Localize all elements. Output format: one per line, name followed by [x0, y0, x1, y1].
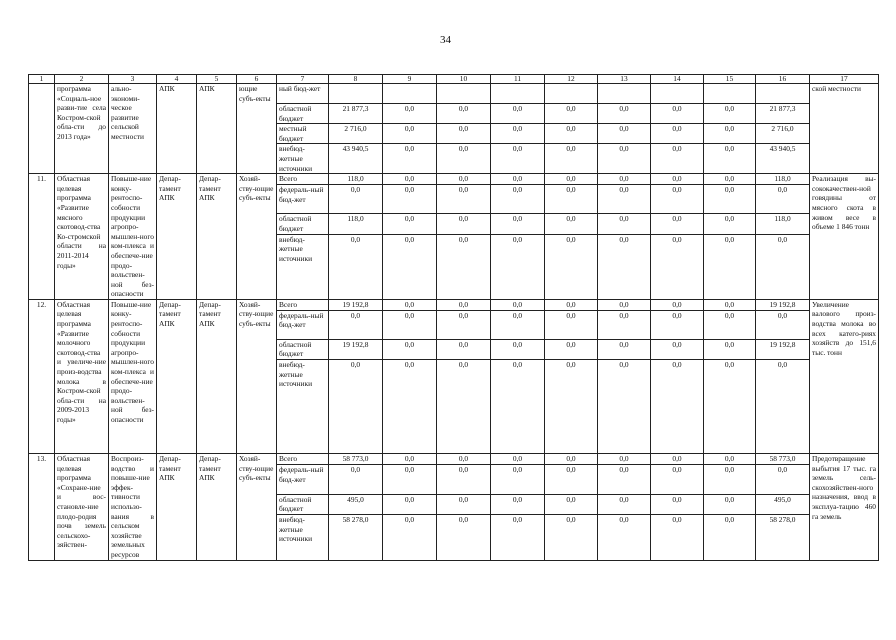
program-name: программа «Социаль-ное разви-тие села Костром-ской обла-сти до 2013 года» — [55, 84, 109, 174]
funding-value: 118,0 — [329, 214, 383, 234]
funding-value: 0,0 — [437, 494, 491, 514]
funding-value: 0,0 — [437, 124, 491, 144]
executors: Хозяй-ству-ющие субъ-екты — [237, 299, 277, 453]
funding-source: местный бюджет — [277, 124, 329, 144]
funding-value: 0,0 — [598, 124, 651, 144]
funding-value: 0,0 — [437, 185, 491, 214]
funding-value: 0,0 — [437, 310, 491, 339]
funding-value: 0,0 — [598, 214, 651, 234]
funding-value: 0,0 — [383, 144, 437, 174]
funding-value: 0,0 — [651, 214, 704, 234]
column-number: 13 — [598, 75, 651, 84]
funding-value: 0,0 — [756, 310, 810, 339]
funding-value: 0,0 — [491, 514, 545, 560]
funding-value: 0,0 — [437, 360, 491, 454]
funding-value: 0,0 — [651, 310, 704, 339]
funding-value: 58 278,0 — [329, 514, 383, 560]
funding-value: 0,0 — [704, 299, 756, 310]
funding-value: 118,0 — [756, 174, 810, 185]
funding-value: 118,0 — [329, 174, 383, 185]
funding-source: областной бюджет — [277, 214, 329, 234]
funding-value: 0,0 — [491, 174, 545, 185]
funding-value: 0,0 — [651, 234, 704, 299]
funding-value: 0,0 — [651, 454, 704, 465]
funding-value: 0,0 — [383, 104, 437, 124]
funding-value: 0,0 — [329, 234, 383, 299]
funding-value: 58 278,0 — [756, 514, 810, 560]
header-row — [29, 75, 879, 84]
funding-value: 0,0 — [545, 360, 598, 454]
funding-value: 0,0 — [491, 234, 545, 299]
program-name: Областная целевая программа «Развитие мясного скотовод-ства Ко-стромской области на 2011-2014 годы» — [55, 174, 109, 300]
funding-value: 0,0 — [598, 360, 651, 454]
funding-value: 0,0 — [545, 214, 598, 234]
column-number: 7 — [277, 75, 329, 84]
funding-value: 0,0 — [545, 465, 598, 494]
funding-value: 21 877,3 — [756, 104, 810, 124]
program-row — [29, 174, 879, 185]
column-number: 10 — [437, 75, 491, 84]
funding-value: 0,0 — [651, 465, 704, 494]
funding-value: 0,0 — [651, 144, 704, 174]
funding-value: 0,0 — [491, 494, 545, 514]
funding-value: 0,0 — [437, 144, 491, 174]
funding-value — [651, 84, 704, 104]
funding-value: 2 716,0 — [756, 124, 810, 144]
expected-result: ской местности — [810, 84, 879, 174]
funding-value: 0,0 — [383, 174, 437, 185]
column-number: 15 — [704, 75, 756, 84]
funding-source: федераль-ный бюд-жет — [277, 310, 329, 339]
customer: Депар-тамент АПК — [197, 174, 237, 300]
funding-value: 19 192,8 — [329, 339, 383, 359]
funding-value: 43 940,5 — [329, 144, 383, 174]
executors: Хозяй-ству-ющие субъ-екты — [237, 174, 277, 300]
coordinator: Депар-тамент АПК — [157, 174, 197, 300]
funding-value: 0,0 — [704, 514, 756, 560]
funding-value: 0,0 — [383, 185, 437, 214]
expected-result: Предотвращение выбытия 17 тыс. га земель сель-скохозяйствен-ного назначения, ввод в эксплуа-тацию 460 га земель — [810, 454, 879, 561]
funding-source: ный бюд-жет — [277, 84, 329, 104]
column-number: 17 — [810, 75, 879, 84]
funding-value — [756, 84, 810, 104]
funding-source: федераль-ный бюд-жет — [277, 185, 329, 214]
funding-value: 0,0 — [598, 144, 651, 174]
funding-value: 0,0 — [437, 514, 491, 560]
program-number — [29, 84, 55, 174]
funding-value: 0,0 — [598, 104, 651, 124]
funding-value: 0,0 — [651, 185, 704, 214]
funding-value: 0,0 — [383, 339, 437, 359]
funding-source: внебюд-жетные источники — [277, 144, 329, 174]
column-number: 5 — [197, 75, 237, 84]
funding-value: 0,0 — [437, 465, 491, 494]
funding-value: 0,0 — [545, 299, 598, 310]
funding-value: 0,0 — [756, 465, 810, 494]
funding-value: 0,0 — [545, 185, 598, 214]
funding-value: 0,0 — [756, 234, 810, 299]
funding-value: 0,0 — [383, 234, 437, 299]
funding-value: 0,0 — [545, 234, 598, 299]
column-number: 6 — [237, 75, 277, 84]
funding-value: 0,0 — [651, 360, 704, 454]
funding-source: областной бюджет — [277, 494, 329, 514]
column-number: 11 — [491, 75, 545, 84]
column-number: 8 — [329, 75, 383, 84]
funding-value: 495,0 — [756, 494, 810, 514]
column-number: 14 — [651, 75, 704, 84]
funding-value: 0,0 — [598, 494, 651, 514]
program-row — [29, 84, 879, 104]
funding-value: 0,0 — [756, 185, 810, 214]
funding-value: 0,0 — [704, 310, 756, 339]
funding-value — [704, 84, 756, 104]
funding-value: 0,0 — [651, 104, 704, 124]
funding-source: Всего — [277, 174, 329, 185]
funding-value: 0,0 — [598, 299, 651, 310]
funding-value: 0,0 — [437, 174, 491, 185]
funding-value — [383, 84, 437, 104]
funding-value: 0,0 — [545, 124, 598, 144]
funding-value: 0,0 — [437, 214, 491, 234]
funding-value: 118,0 — [756, 214, 810, 234]
funding-value: 0,0 — [704, 104, 756, 124]
funding-value: 0,0 — [491, 465, 545, 494]
funding-value: 58 773,0 — [329, 454, 383, 465]
funding-value: 0,0 — [329, 360, 383, 454]
funding-value: 0,0 — [545, 310, 598, 339]
funding-source: федераль-ный бюд-жет — [277, 465, 329, 494]
funding-value: 0,0 — [704, 360, 756, 454]
funding-value: 0,0 — [704, 174, 756, 185]
funding-value: 0,0 — [704, 494, 756, 514]
coordinator: Депар-тамент АПК — [157, 299, 197, 453]
funding-value: 2 716,0 — [329, 124, 383, 144]
funding-value: 0,0 — [383, 124, 437, 144]
funding-value: 0,0 — [491, 104, 545, 124]
program-goal: ально-экономи-ческое развитие сельской местности — [109, 84, 157, 174]
funding-value: 0,0 — [491, 310, 545, 339]
funding-value: 0,0 — [598, 339, 651, 359]
funding-value: 43 940,5 — [756, 144, 810, 174]
funding-value: 0,0 — [651, 124, 704, 144]
funding-value: 0,0 — [491, 144, 545, 174]
funding-value: 0,0 — [491, 339, 545, 359]
funding-value: 0,0 — [491, 299, 545, 310]
funding-value: 0,0 — [545, 339, 598, 359]
program-goal: Повыше-ние конку-рентоспо-собности продукции агропро-мышлен-ного ком-плекса и обеспече-ние продо-вольствен-ной без-опасности — [109, 174, 157, 300]
executors: ющие субъ-екты — [237, 84, 277, 174]
funding-value: 0,0 — [651, 339, 704, 359]
funding-value: 0,0 — [437, 339, 491, 359]
funding-value: 0,0 — [651, 174, 704, 185]
funding-value — [598, 84, 651, 104]
funding-value: 58 773,0 — [756, 454, 810, 465]
funding-source: областной бюджет — [277, 339, 329, 359]
funding-value: 0,0 — [545, 104, 598, 124]
funding-value: 0,0 — [704, 214, 756, 234]
funding-value — [491, 84, 545, 104]
program-row — [29, 299, 879, 310]
funding-value: 0,0 — [704, 124, 756, 144]
funding-value: 0,0 — [598, 185, 651, 214]
funding-value: 0,0 — [598, 514, 651, 560]
column-number: 9 — [383, 75, 437, 84]
funding-value: 0,0 — [545, 174, 598, 185]
funding-value: 0,0 — [598, 454, 651, 465]
funding-value: 0,0 — [651, 299, 704, 310]
coordinator: АПК — [157, 84, 197, 174]
funding-value: 0,0 — [437, 234, 491, 299]
funding-value: 0,0 — [491, 214, 545, 234]
column-number: 16 — [756, 75, 810, 84]
funding-value — [545, 84, 598, 104]
funding-value: 0,0 — [651, 494, 704, 514]
customer: Депар-тамент АПК — [197, 454, 237, 561]
program-table — [28, 74, 879, 561]
funding-value: 0,0 — [598, 174, 651, 185]
funding-value: 0,0 — [383, 454, 437, 465]
funding-source: внебюд-жетные источники — [277, 234, 329, 299]
funding-value: 0,0 — [383, 494, 437, 514]
funding-value: 0,0 — [491, 124, 545, 144]
funding-value: 0,0 — [329, 185, 383, 214]
funding-value: 0,0 — [491, 454, 545, 465]
funding-value: 0,0 — [704, 465, 756, 494]
column-number: 4 — [157, 75, 197, 84]
customer: Депар-тамент АПК — [197, 299, 237, 453]
funding-source: Всего — [277, 299, 329, 310]
funding-value: 0,0 — [491, 185, 545, 214]
column-number: 2 — [55, 75, 109, 84]
program-goal: Повыше-ние конку-рентоспо-собности продукции агропро-мышлен-ного ком-плекса и обеспече-ние продо-вольствен-ной без-опасности — [109, 299, 157, 453]
funding-value: 0,0 — [491, 360, 545, 454]
funding-value: 0,0 — [383, 310, 437, 339]
column-number: 12 — [545, 75, 598, 84]
funding-value: 0,0 — [437, 454, 491, 465]
program-row — [29, 454, 879, 465]
funding-value: 0,0 — [598, 234, 651, 299]
column-number: 3 — [109, 75, 157, 84]
funding-value: 0,0 — [383, 299, 437, 310]
funding-value: 495,0 — [329, 494, 383, 514]
funding-value: 0,0 — [383, 465, 437, 494]
funding-value: 0,0 — [651, 514, 704, 560]
expected-result: Реализация вы-сококачествен-ной говядины от мясного скота в живом весе в объеме 1 846 тонн — [810, 174, 879, 300]
expected-result: Увеличение валового произ-водства молока во всех катего-риях хозяйств до 151,6 тыс. тонн — [810, 299, 879, 453]
funding-value: 0,0 — [329, 465, 383, 494]
funding-value: 0,0 — [704, 144, 756, 174]
program-name: Областная целевая программа «Сохране-ние и вос-становле-ние плодо-родия почв земель сельскохо-зяйствен- — [55, 454, 109, 561]
funding-value: 0,0 — [704, 234, 756, 299]
funding-value: 19 192,8 — [756, 339, 810, 359]
funding-source: внебюд-жетные источники — [277, 360, 329, 454]
funding-source: областной бюджет — [277, 104, 329, 124]
executors: Хозяй-ству-ющие субъ-екты — [237, 454, 277, 561]
funding-value: 19 192,8 — [329, 299, 383, 310]
funding-value: 0,0 — [437, 299, 491, 310]
funding-value — [329, 84, 383, 104]
funding-value: 0,0 — [598, 465, 651, 494]
funding-value: 0,0 — [545, 494, 598, 514]
funding-value: 0,0 — [383, 514, 437, 560]
funding-value: 0,0 — [704, 185, 756, 214]
funding-value: 0,0 — [704, 339, 756, 359]
program-number: 12. — [29, 299, 55, 453]
funding-source: Всего — [277, 454, 329, 465]
program-goal: Воспроиз-водство и повыше-ние эффек-тивности использо-вания в сельском хозяйстве земельных ресурсов — [109, 454, 157, 561]
coordinator: Депар-тамент АПК — [157, 454, 197, 561]
funding-value: 0,0 — [383, 360, 437, 454]
funding-value: 0,0 — [437, 104, 491, 124]
funding-value: 0,0 — [545, 144, 598, 174]
funding-value: 0,0 — [329, 310, 383, 339]
funding-value: 0,0 — [598, 310, 651, 339]
program-number: 13. — [29, 454, 55, 561]
funding-value: 0,0 — [756, 360, 810, 454]
funding-value: 0,0 — [545, 514, 598, 560]
program-name: Областная целевая программа «Развитие молочного скотовод-ства и увеличе-ние произ-водства молока в Костром-ской обла-сти на 2009-2013 годы» — [55, 299, 109, 453]
funding-value — [437, 84, 491, 104]
customer: АПК — [197, 84, 237, 174]
funding-value: 0,0 — [704, 454, 756, 465]
funding-value: 0,0 — [545, 454, 598, 465]
column-number: 1 — [29, 75, 55, 84]
funding-value: 21 877,3 — [329, 104, 383, 124]
funding-value: 19 192,8 — [756, 299, 810, 310]
program-number: 11. — [29, 174, 55, 300]
page-number: 34 — [440, 34, 451, 46]
funding-source: внебюд-жетные источники — [277, 514, 329, 560]
funding-value: 0,0 — [383, 214, 437, 234]
